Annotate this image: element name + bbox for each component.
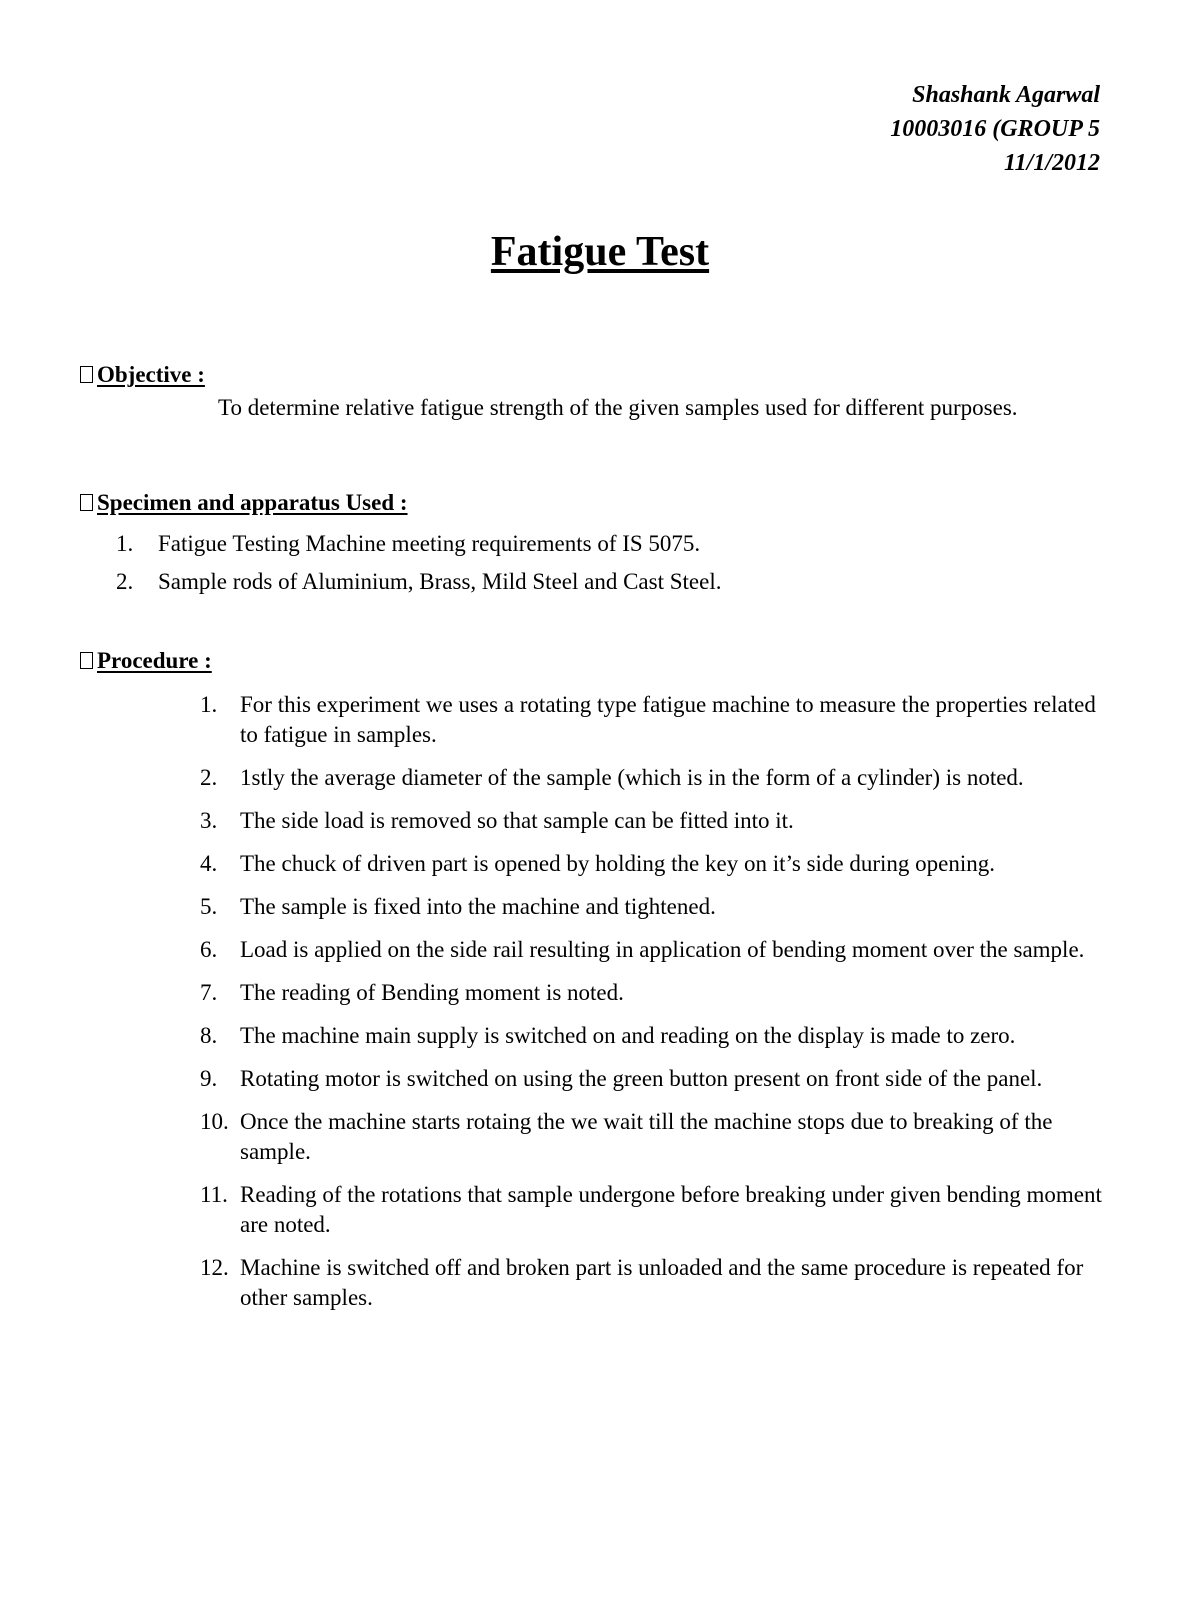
list-item [200, 1180, 1105, 1240]
list-item [200, 690, 1105, 750]
list-item-text: The chuck of driven part is opened by holding the key on it’s side during opening. [240, 851, 996, 876]
procedure-heading [80, 648, 212, 674]
list-item-number: 2. [116, 569, 134, 594]
list-item [200, 978, 1105, 1008]
list-item [200, 892, 1105, 922]
list-item-number: 7. [200, 980, 218, 1005]
page-title-text: Fatigue Test [490, 229, 710, 275]
specimen-heading-label: Specimen and apparatus Used : [97, 490, 408, 515]
list-item [200, 935, 1105, 965]
list-item-text: The sample is fixed into the machine and tightened. [240, 894, 716, 919]
objective-heading-label: Objective : [97, 362, 205, 387]
list-item-number: 2. [200, 765, 218, 790]
list-item [200, 763, 1105, 793]
roll-group: 10003016 (GROUP 5 [890, 116, 1100, 142]
report-date: 11/1/2012 [1003, 150, 1100, 176]
list-item [200, 806, 1105, 836]
list-item-text: Once the machine starts rotaing the we wait till the machine stops due to breaking of the sample. [240, 1109, 1053, 1164]
bullet-box-icon [80, 652, 93, 669]
bullet-box-icon [80, 366, 93, 383]
list-item [200, 1107, 1105, 1167]
procedure-list [200, 690, 1105, 1326]
list-item-text: The machine main supply is switched on and reading on the display is made to zero. [240, 1023, 1016, 1048]
list-item-number: 4. [200, 851, 218, 876]
list-item-number: 8. [200, 1023, 218, 1048]
list-item [80, 528, 721, 566]
list-item-number: 5. [200, 894, 218, 919]
list-item-text: The reading of Bending moment is noted. [240, 980, 624, 1005]
specimen-heading [80, 490, 408, 516]
list-item-text: Machine is switched off and broken part is unloaded and the same procedure is repeated for other samples. [240, 1255, 1084, 1310]
list-item-text: Reading of the rotations that sample undergone before breaking under given bending moment are noted. [240, 1182, 1102, 1237]
list-item [200, 1021, 1105, 1051]
list-item-number: 11. [200, 1182, 228, 1207]
list-item [200, 1064, 1105, 1094]
procedure-heading-label: Procedure : [97, 648, 212, 673]
objective-heading [80, 362, 205, 388]
author-name: Shashank Agarwal [912, 82, 1100, 108]
objective-text: To determine relative fatigue strength of the given samples used for different purposes. [218, 395, 1018, 420]
list-item-number: 3. [200, 808, 218, 833]
bullet-box-icon [80, 494, 93, 511]
list-item-number: 6. [200, 937, 218, 962]
list-item-text: Fatigue Testing Machine meeting requirements of IS 5075. [158, 531, 701, 556]
list-item-number: 12. [200, 1255, 229, 1280]
list-item [200, 849, 1105, 879]
list-item-number: 10. [200, 1109, 229, 1134]
list-item-text: For this experiment we uses a rotating type fatigue machine to measure the properties related to fatigue in samples. [240, 692, 1096, 747]
specimen-list [80, 528, 721, 604]
list-item-number: 1. [116, 531, 134, 556]
list-item-text: 1stly the average diameter of the sample (which is in the form of a cylinder) is noted. [240, 765, 1024, 790]
list-item-text: Load is applied on the side rail resulting in application of bending moment over the sample. [240, 937, 1085, 962]
list-item-number: 9. [200, 1066, 218, 1091]
page-title [0, 228, 1200, 276]
list-item [200, 1253, 1105, 1313]
author-header [890, 78, 1100, 180]
list-item-text: The side load is removed so that sample can be fitted into it. [240, 808, 794, 833]
list-item-number: 1. [200, 692, 218, 717]
list-item [80, 566, 721, 604]
list-item-text: Rotating motor is switched on using the green button present on front side of the panel. [240, 1066, 1043, 1091]
list-item-text: Sample rods of Aluminium, Brass, Mild Steel and Cast Steel. [158, 569, 722, 594]
